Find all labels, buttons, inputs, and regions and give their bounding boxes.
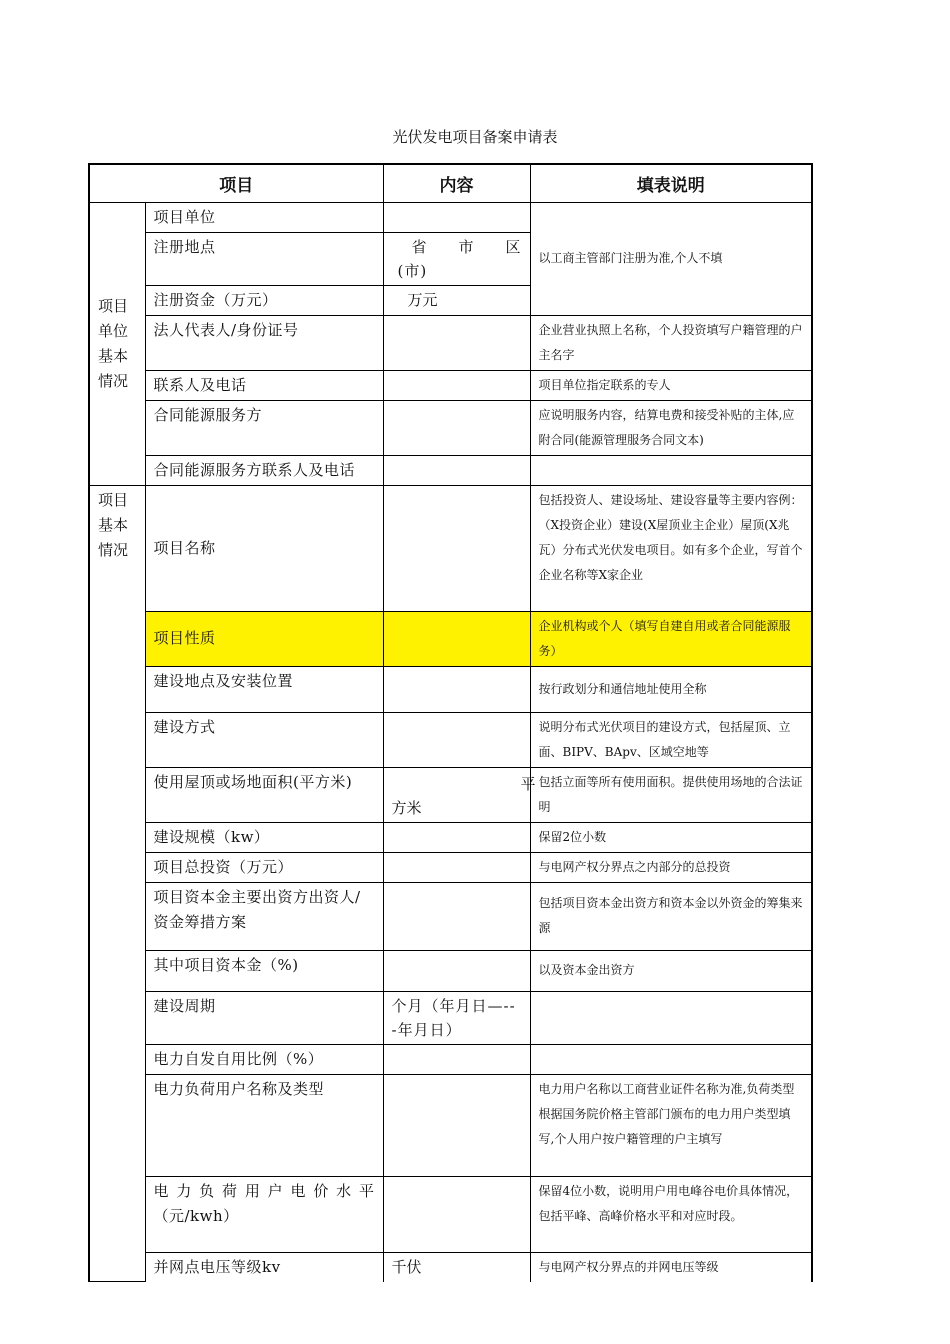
row-item-label: 项目名称 [145, 485, 383, 611]
row-item-label: 合同能源服务方联系人及电话 [145, 455, 383, 485]
row-item-label: 电力负荷用户名称及类型 [145, 1074, 383, 1176]
form-title: 光伏发电项目备案申请表 [392, 128, 558, 146]
row-note: 保留2位小数 [530, 822, 812, 852]
content-field[interactable]: 省 市 区 (市) [383, 232, 530, 285]
row-note: 包括投资人、建设场址、建设容量等主要内容例：（X投资企业）建设(X屋顶业主企业）屋顶(X兆瓦）分布式光伏发电项目。如有多个企业，写首个企业名称等X家企业 [530, 485, 812, 611]
table-row [89, 852, 812, 882]
section-category [89, 485, 145, 1282]
row-item-label: 建设方式 [145, 712, 383, 767]
row-note: 项目单位指定联系的专人 [530, 370, 812, 400]
table-row [89, 1176, 812, 1252]
header-row [89, 164, 812, 202]
content-field[interactable]: 千伏 [383, 1252, 530, 1282]
table-row [89, 767, 812, 822]
content-field[interactable] [383, 315, 530, 370]
row-item-label: 建设周期 [145, 991, 383, 1044]
content-field[interactable] [383, 882, 530, 950]
row-note: 以工商主管部门注册为准,个人不填 [530, 202, 812, 315]
row-item-label: 电力负荷用户电价水平（元/kwh） [145, 1176, 383, 1252]
content-field[interactable] [383, 1044, 530, 1074]
table-row [89, 882, 812, 950]
row-item-label: 联系人及电话 [145, 370, 383, 400]
row-item-label: 其中项目资本金（%) [145, 950, 383, 991]
row-note: 包括项目资本金出资方和资本金以外资金的筹集来源 [530, 882, 812, 950]
row-item-label: 合同能源服务方 [145, 400, 383, 455]
row-note: 按行政划分和通信地址使用全称 [530, 666, 812, 712]
content-field[interactable] [383, 852, 530, 882]
content-field[interactable] [383, 202, 530, 232]
row-item-label: 项目资本金主要出资方出资人/资金筹措方案 [145, 882, 383, 950]
section-category-label: 项目单位基本情况 [98, 296, 129, 390]
row-note: 电力用户名称以工商营业证件名称为准,负荷类型根据国务院价格主管部门颁布的电力用户类型填写,个人用户按户籍管理的户主填写 [530, 1074, 812, 1176]
row-note [530, 1044, 812, 1074]
content-field[interactable] [383, 611, 530, 666]
filing-form-table [88, 163, 813, 1282]
row-item-label: 法人代表人/身份证号 [145, 315, 383, 370]
row-item-label: 建设地点及安装位置 [145, 666, 383, 712]
table-row [89, 950, 812, 991]
content-field[interactable] [383, 455, 530, 485]
row-item-label: 项目单位 [145, 202, 383, 232]
row-item-label: 注册资金（万元） [145, 285, 383, 315]
row-item-label: 电力自发自用比例（%） [145, 1044, 383, 1074]
content-field[interactable]: 平 方米 [383, 767, 530, 822]
row-item-label: 注册地点 [145, 232, 383, 285]
row-item-label: 建设规模（kw） [145, 822, 383, 852]
row-note: 说明分布式光伏项目的建设方式，包括屋顶、立面、BIPV、BApv、区域空地等 [530, 712, 812, 767]
row-note: 与电网产权分界点之内部分的总投资 [530, 852, 812, 882]
row-item-label: 使用屋顶或场地面积(平方米) [145, 767, 383, 822]
header-content: 内容 [383, 164, 530, 202]
row-note: 与电网产权分界点的并网电压等级 [530, 1252, 812, 1282]
header-note: 填表说明 [530, 164, 812, 202]
content-field[interactable] [383, 712, 530, 767]
row-note: 企业机构或个人（填写自建自用或者合同能源服务） [530, 611, 812, 666]
content-field[interactable] [383, 400, 530, 455]
section-category-label: 项目基本情况 [98, 490, 129, 559]
row-note: 包括立面等所有使用面积。提供使用场地的合法证明 [530, 767, 812, 822]
table-row [89, 1252, 812, 1282]
content-field[interactable] [383, 666, 530, 712]
section-category [89, 202, 145, 485]
table-row [89, 1074, 812, 1176]
row-item-label: 项目性质 [145, 611, 383, 666]
content-field[interactable] [383, 822, 530, 852]
row-note: 以及资本金出资方 [530, 950, 812, 991]
content-field[interactable] [383, 485, 530, 611]
table-row [89, 455, 812, 485]
table-row [89, 315, 812, 370]
content-field[interactable] [383, 370, 530, 400]
row-note [530, 455, 812, 485]
table-row [89, 202, 812, 232]
table-row-highlighted [89, 611, 812, 666]
table-row [89, 712, 812, 767]
row-item-label: 项目总投资（万元） [145, 852, 383, 882]
table-row [89, 370, 812, 400]
content-field[interactable]: 个月（年月日—---年月日） [383, 991, 530, 1044]
row-note [530, 991, 812, 1044]
table-row [89, 991, 812, 1044]
table-row [89, 485, 812, 611]
content-field[interactable] [383, 1176, 530, 1252]
table-row [89, 400, 812, 455]
row-note: 应说明服务内容，结算电费和接受补贴的主体,应附合同(能源管理服务合同文本) [530, 400, 812, 455]
content-field[interactable] [383, 1074, 530, 1176]
content-field[interactable]: 万元 [383, 285, 530, 315]
table-row [89, 822, 812, 852]
row-note: 保留4位小数，说明用户用电峰谷电价具体情况，包括平峰、高峰价格水平和对应时段。 [530, 1176, 812, 1252]
table-row [89, 666, 812, 712]
row-note: 企业营业执照上名称，个人投资填写户籍管理的户主名字 [530, 315, 812, 370]
content-field[interactable] [383, 950, 530, 991]
table-row [89, 1044, 812, 1074]
row-item-label: 并网点电压等级kv [145, 1252, 383, 1282]
header-item: 项目 [89, 164, 383, 202]
